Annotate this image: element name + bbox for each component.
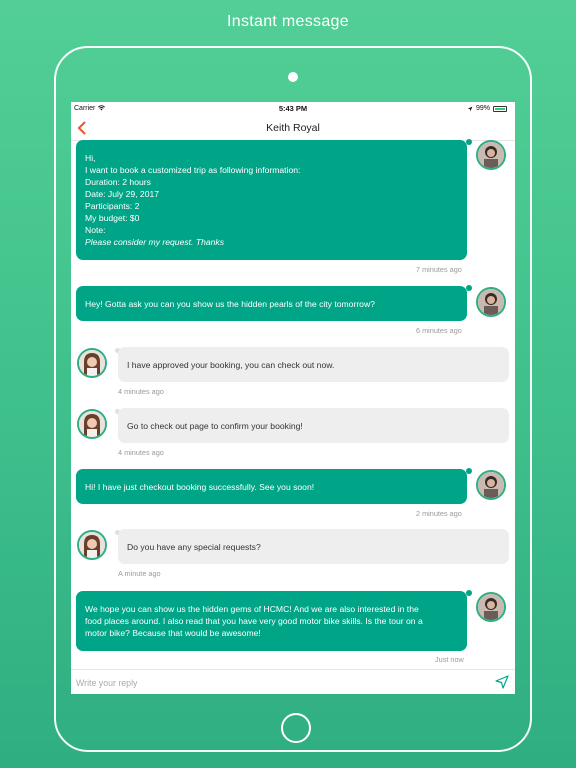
message-time: 6 minutes ago (416, 326, 462, 335)
message-line: I have approved your booking, you can check out now. (127, 359, 335, 370)
message-bubble-outgoing[interactable] (76, 591, 467, 651)
home-button[interactable] (281, 713, 311, 743)
message-line: We hope you can show us the hidden gems of HCMC! And we are also interested in the (85, 604, 419, 614)
avatar[interactable] (476, 470, 506, 500)
message-note: Please consider my request. Thanks (85, 237, 224, 247)
message-line: I want to book a customized trip as following information: (85, 165, 301, 175)
camera-dot (288, 72, 298, 82)
message-line: Participants: 2 (85, 201, 140, 211)
avatar[interactable] (77, 348, 107, 378)
status-right (467, 105, 507, 112)
status-bar (71, 102, 515, 116)
location-arrow-icon (467, 106, 473, 112)
avatar[interactable] (476, 140, 506, 170)
message-time: 4 minutes ago (118, 448, 164, 457)
page-headline: Instant message (227, 13, 349, 30)
battery-percent: 99% (475, 105, 490, 112)
avatar[interactable] (476, 592, 506, 622)
message-bubble-incoming[interactable] (118, 347, 509, 382)
message-line: Hi! I have just checkout booking successfully. See you soon! (85, 481, 315, 492)
chat-screen (71, 102, 515, 694)
message-bubble-outgoing[interactable] (76, 286, 467, 321)
message-time: 2 minutes ago (416, 509, 462, 518)
message-line: Do you have any special requests? (127, 541, 261, 552)
message-line: Date: July 29, 2017 (85, 189, 160, 199)
online-indicator (466, 468, 472, 474)
avatar[interactable] (476, 287, 506, 317)
message-bubble-outgoing[interactable] (76, 140, 467, 260)
status-time: 5:43 PM (278, 104, 308, 113)
message-line: Duration: 2 hours (85, 177, 151, 187)
message-time: Just now (435, 655, 464, 664)
online-indicator (466, 285, 472, 291)
message-bubble-incoming[interactable] (118, 529, 509, 564)
message-line: motor bike? Because that would be awesome! (85, 628, 261, 638)
reply-composer (71, 669, 515, 694)
message-line: Hey! Gotta ask you can you show us the hidden pearls of the city tomorrow? (85, 298, 375, 309)
message-line: My budget: $0 (85, 213, 140, 223)
message-line: Note: (85, 225, 106, 235)
battery-icon (493, 106, 507, 112)
reply-input[interactable] (74, 674, 478, 692)
avatar[interactable] (77, 530, 107, 560)
message-time: A minute ago (118, 569, 161, 578)
message-bubble-incoming[interactable] (118, 408, 509, 443)
send-button[interactable] (495, 675, 509, 689)
message-line: food places around. I also read that you have very good motor bike skills. Is the tour on a (85, 616, 423, 626)
message-line: Hi, (85, 153, 96, 163)
nav-bar (71, 116, 515, 141)
message-time: 4 minutes ago (118, 387, 164, 396)
message-time: 7 minutes ago (416, 265, 462, 274)
message-line: Go to check out page to confirm your booking! (127, 420, 303, 431)
avatar[interactable] (77, 409, 107, 439)
chat-title: Keith Royal (266, 122, 320, 134)
online-indicator (466, 590, 472, 596)
message-bubble-outgoing[interactable] (76, 469, 467, 504)
send-icon (495, 675, 509, 689)
carrier-text: Carrier (74, 105, 96, 112)
online-indicator (466, 139, 472, 145)
